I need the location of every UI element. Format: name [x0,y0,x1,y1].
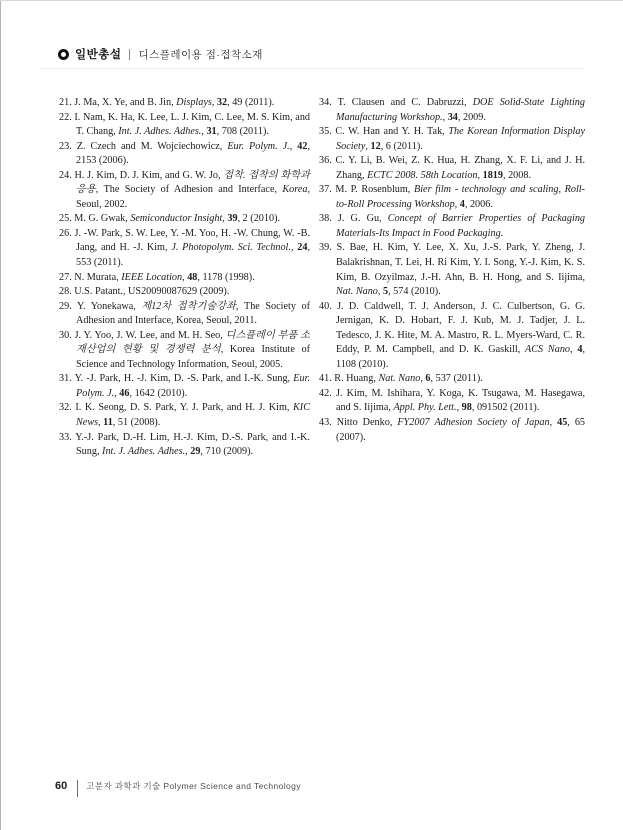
reference-text-segment: Semiconductor Insight [130,213,223,225]
reference-text-segment: DOE Solid-State Lighting Manufacturing Workshop. [336,97,585,123]
reference-text-segment: 45 [557,417,568,429]
reference-text-segment: 12 [370,140,381,152]
reference-text-segment: 4 [577,344,583,356]
reference-text-segment: J. Kim, M. Ishihara, Y. Koga, K. Tsugawa, M. Hasegawa, and S. Iijima, [335,387,585,414]
reference-text-segment: , [477,169,483,181]
reference-text-segment: C. W. Han and Y. H. Tak, [335,126,449,138]
reference-item [59,140,310,169]
reference-text-segment: C. Y. Li, B. Wei, Z. K. Hua, H. Zhang, X. F. Li, and J. H. Zhang, [335,155,586,181]
reference-text-segment: , 091502 (2011). [471,402,540,414]
reference-text-segment: , 2009. [457,111,486,123]
reference-text-segment: , 1642 (2010). [129,387,188,399]
reference-text-segment: , [289,140,298,152]
reference-text-segment: Bier film - technology and scaling [414,184,559,196]
reference-item [319,96,585,125]
reference-text-segment: , [365,140,371,152]
reference-text-segment: , [570,344,578,356]
reference-text-segment: R. Huang, [334,373,379,385]
reference-text-segment: , 1178 (1998). [197,271,255,283]
reference-text-segment: , 537 (2011). [430,373,483,385]
reference-text-segment: FY2007 Adhesion Society of Japan [397,417,550,429]
reference-number: 31. [59,373,75,385]
reference-text-segment: I. K. Seong, D. S. Park, Y. J. Park, and H. J. Kim, [75,402,294,414]
reference-text-segment: 4 [459,198,465,210]
references-column-right [319,96,585,460]
reference-text-segment: Y. -J. Park, H. -J. Kim, D. -S. Park, and I.-K. Sung, [74,373,294,385]
reference-number: 29. [59,300,77,312]
reference-text-segment: ECTC 2008. 58th Location [367,169,478,181]
reference-text-segment: , The Society of Adhesion and Interface, Korea, Seoul, 2011. [76,300,310,327]
reference-text-segment: , [290,242,298,254]
reference-text-segment: , 2 (2010). [237,213,281,225]
header-divider [129,49,130,60]
reference-text-segment: , [558,184,565,196]
reference-text-segment: KIC News [76,402,310,429]
reference-item [319,154,585,183]
header-category: 일반총설 [75,49,122,61]
reference-text-segment: 1819 [482,169,503,181]
reference-item [319,183,585,212]
reference-text-segment: Nat. Nano [378,373,421,385]
reference-number: 26. [59,227,75,239]
reference-number: 35. [319,126,336,138]
reference-text-segment: , [420,373,426,385]
reference-text-segment: , 65 (2007). [336,417,586,443]
reference-text-segment: 11 [103,417,113,429]
reference-text-segment: Eur. Polym. J. [76,373,310,399]
reference-text-segment: ACS Nano [525,344,571,356]
header-rule [40,68,584,69]
reference-text-segment: , [454,198,460,210]
reference-text-segment: 32 [216,97,228,108]
reference-text-segment: J. -W. Park, S. W. Lee, Y. -M. Yoo, H. -W. Chung, W. -B. Jang, and H. -J. Kim, [74,227,310,254]
reference-text-segment: 46 [119,387,130,399]
reference-item [59,227,310,271]
reference-text-segment: T. Clausen and C. Dabruzzi, [337,97,473,108]
scan-edge-top [0,0,623,1]
reference-number: 37. [319,184,336,196]
reference-text-segment: , 2008. [502,169,531,181]
header-article-title: 디스플레이용 점·접착소재 [138,48,263,61]
scan-edge-left [0,0,1,830]
reference-text-segment: M. G. Gwak, [74,213,131,225]
reference-number: 30. [59,329,75,341]
reference-number: 36. [319,155,336,167]
reference-number: 40. [319,300,338,312]
reference-text-segment: 29 [190,446,201,458]
references-column-left [59,96,310,460]
reference-text-segment: , 51 (2008). [112,417,161,429]
reference-text-segment: U.S. Patant., US20090087629 (2009). [74,286,230,298]
reference-text-segment: 24 [297,242,308,254]
references-section [59,96,585,460]
reference-number: 22. [59,111,75,123]
reference-text-segment: , [211,97,217,108]
reference-text-segment: , 553 (2011). [76,242,310,269]
reference-text-segment: , [442,111,448,123]
reference-number: 38. [319,213,338,225]
reference-text-segment: Displays [176,97,212,108]
reference-text-segment: , 710 (2009). [200,446,254,458]
footer-divider [77,780,78,797]
reference-text-segment: Roll-to-Roll Processing Workshop [336,184,586,210]
reference-number: 24. [59,169,75,181]
reference-text-segment: M. P. Rosenblum, [335,184,414,196]
reference-number: 23. [59,140,77,152]
reference-text-segment: Nat. Nano [336,286,378,298]
reference-text-segment: , 708 (2011). [216,126,269,138]
reference-text-segment: Int. J. Adhes. Adhes. [118,126,202,138]
reference-item [59,372,310,401]
reference-text-segment: . [500,227,504,239]
reference-item [59,300,310,329]
reference-text-segment: , [201,126,207,138]
reference-text-segment: , [377,286,383,298]
reference-text-segment: 31 [206,126,217,138]
reference-text-segment: Z. Czech and M. Wojciechowicz, [76,140,228,152]
reference-item [59,431,310,460]
reference-item [59,271,310,286]
reference-text-segment: , Seoul, 2002. [76,184,310,210]
reference-number: 42. [319,387,336,399]
reference-text-segment: 48 [187,271,198,283]
reference-text-segment: , [185,446,191,458]
reference-text-segment: 98 [461,402,472,414]
reference-number: 27. [59,271,75,283]
reference-text-segment: 제12차 접착기술강좌 [141,300,236,312]
reference-text-segment: J. Y. Yoo, J. W. Lee, and M. H. Seo, [74,329,226,341]
reference-text-segment: , [549,417,558,429]
reference-item [319,416,585,445]
page-header [58,46,263,62]
reference-text-segment: , [114,387,120,399]
reference-text-segment: J. Photopolym. Sci. Technol. [171,242,291,254]
reference-text-segment: , [456,402,462,414]
reference-text-segment: 5 [382,286,389,298]
reference-item [319,387,585,416]
reference-text-segment: , 49 (2011). [227,97,275,108]
reference-text-segment: , 574 (2010). [388,286,441,298]
reference-text-segment: 디스플레이 부품 소재산업의 현황 및 경쟁력 분석 [76,329,310,356]
reference-text-segment: J. Ma, X. Ye, and B. Jin, [74,97,177,108]
reference-number: 33. [59,431,76,443]
reference-text-segment: , 1108 (2010). [336,344,585,370]
reference-text-segment: S. Bae, H. Kim, Y. Lee, X. Xu, J.-S. Park, Y. Zheng, J. Balakrishnan, T. Lei, H. Ri Kim, Y. I. Song, Y.-J. Kim, K. S. Kim, B. Ozyilmaz, J.-H. Ahn, B. H. Hong, and S. Iijima, [336,242,586,283]
reference-text-segment: , 6 (2011). [380,140,423,152]
reference-text-segment: Concept of Barrier Properties of Packaging Materials-Its Impact in Food Packaging [336,213,586,239]
reference-number: 43. [319,417,337,429]
reference-item [319,212,585,241]
bullseye-icon [58,49,69,60]
reference-text-segment: Int. J. Adhes. Adhes. [102,446,186,458]
reference-number: 21. [59,97,75,108]
reference-text-segment: Eur. Polym. J. [227,140,290,152]
reference-text-segment: , [222,213,228,225]
reference-text-segment: , [98,417,104,429]
reference-text-segment: , Korea Institute of Science and Technology Information, Seoul, 2005. [76,344,310,370]
reference-text-segment: Korea [282,184,308,196]
reference-number: 41. [319,373,335,385]
page-footer [55,777,301,794]
reference-item [59,212,310,227]
reference-item [59,285,310,300]
reference-text-segment: , [182,271,188,283]
reference-number: 28. [59,286,75,298]
reference-text-segment: Appl. Phy. Lett. [393,402,457,414]
reference-text-segment: IEEE Location [121,271,183,283]
reference-text-segment: J. G. Gu, [337,213,388,225]
reference-text-segment: 42 [297,140,308,152]
reference-item [319,372,585,387]
reference-text-segment: Y.-J. Park, D.-H. Lim, H.-J. Kim, D.-S. Park, and I.-K. Sung, [75,431,310,458]
reference-text-segment: Y. Yonekawa, [76,300,142,312]
reference-text-segment: , 2153 (2006). [76,140,311,167]
reference-text-segment: The Korean Information Display Society [336,126,586,152]
reference-text-segment: , The Society of Adhesion and Interface, [95,184,283,196]
reference-item [59,111,310,140]
footer-journal-title: 고분자 과학과 기술 Polymer Science and Technology [86,780,301,791]
reference-text-segment: J. D. Caldwell, T. J. Anderson, J. C. Culbertson, G. G. Jernigan, K. D. Hobart, F. J. Kub, M. J. Tadjer, J. L. Tedesco, J. K. Hite, M. A. Mastro, R. L. Myers-Ward, C. R. Eddy, P. M. Campbell, and D. K. Gaskill, [336,300,585,356]
reference-item [59,401,310,430]
reference-item [319,125,585,154]
reference-item [319,300,585,373]
reference-item [59,96,310,111]
reference-text-segment: 39 [227,213,238,225]
reference-text-segment: N. Murata, [74,271,122,283]
reference-number: 32. [59,402,76,414]
reference-item [319,241,585,299]
reference-number: 39. [319,242,337,254]
reference-number: 25. [59,213,75,225]
reference-text-segment: Nitto Denko, [336,417,398,429]
reference-text-segment: 접착. 접착의 화학과 응용 [76,169,310,196]
reference-number: 34. [319,97,338,108]
reference-text-segment: 6 [425,373,431,385]
footer-page-number: 60 [55,779,68,792]
reference-text-segment: , 2006. [464,198,493,210]
reference-text-segment: I. Nam, K. Ha, K. Lee, L. J. Kim, C. Lee, M. S. Kim, and T. Chang, [74,111,311,138]
reference-text-segment: H. J. Kim, D. J. Kim, and G. W. Jo, [74,169,224,181]
reference-item [59,169,310,213]
reference-text-segment: 34 [447,111,458,123]
reference-item [59,329,310,373]
